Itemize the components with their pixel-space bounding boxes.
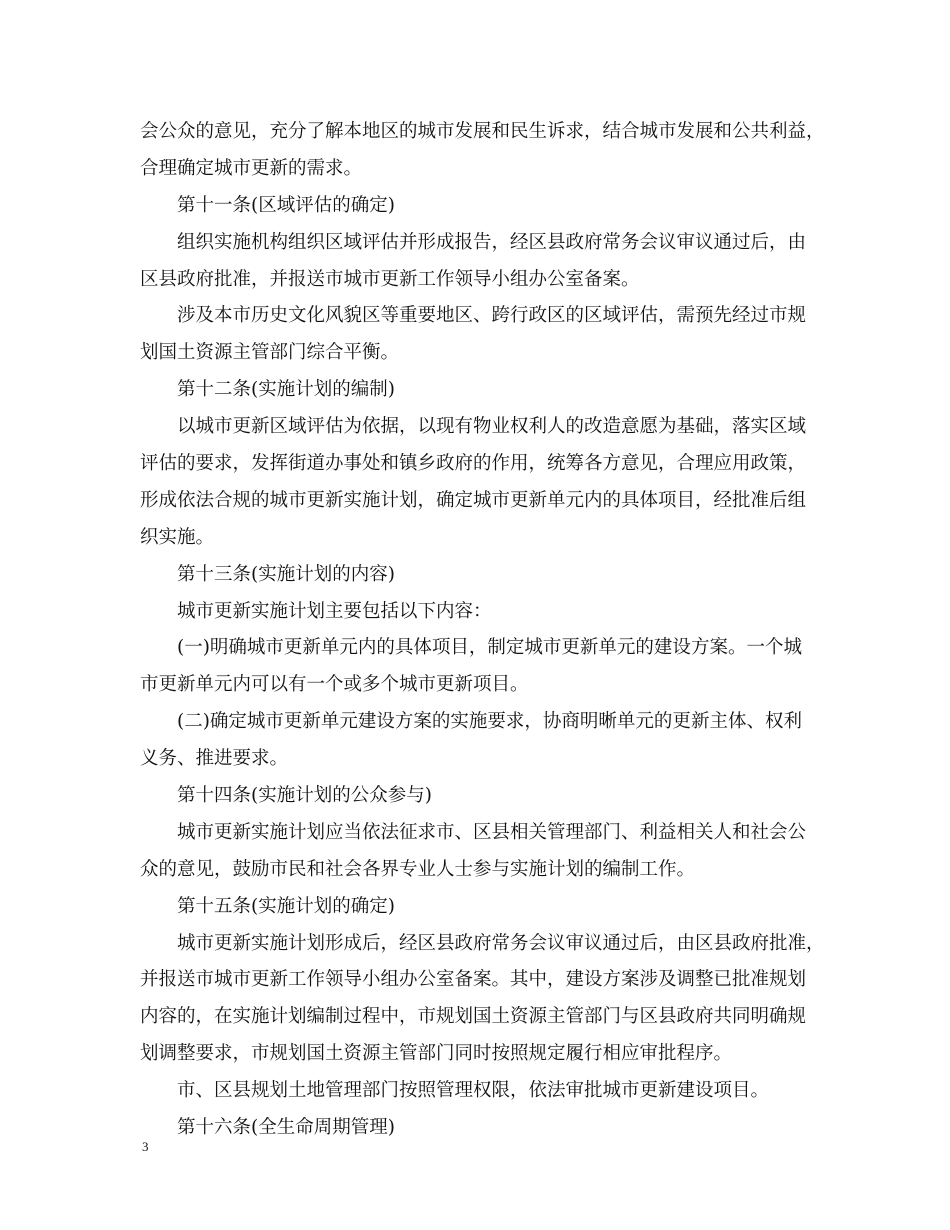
text-line: 划国土资源主管部门综合平衡。 bbox=[140, 342, 400, 364]
text-line: 划调整要求，市规划国土资源主管部门同时按照规定履行相应审批程序。 bbox=[140, 1043, 733, 1065]
text-line: 城市更新实施计划主要包括以下内容： bbox=[177, 600, 492, 622]
text-line: 第十六条(全生命周期管理) bbox=[177, 1117, 395, 1139]
text-line: 并报送市城市更新工作领导小组办公室备案。其中，建设方案涉及调整已批准规划 bbox=[140, 969, 807, 991]
text-line: 第十一条(区域评估的确定) bbox=[177, 194, 395, 216]
text-line: (二)确定城市更新单元建设方案的实施要求，协商明晰单元的更新主体、权利 bbox=[177, 711, 802, 733]
text-line: 第十二条(实施计划的编制) bbox=[177, 379, 395, 401]
text-line: 众的意见，鼓励市民和社会各界专业人士参与实施计划的编制工作。 bbox=[140, 858, 696, 880]
text-line: 合理确定城市更新的需求。 bbox=[140, 157, 363, 179]
document-body bbox=[140, 114, 840, 1147]
text-line: 形成依法合规的城市更新实施计划，确定城市更新单元内的具体项目，经批准后组 bbox=[140, 489, 807, 511]
text-line: 组织实施机构组织区域评估并形成报告，经区县政府常务会议审议通过后，由 bbox=[177, 231, 807, 253]
text-line: 第十五条(实施计划的确定) bbox=[177, 895, 395, 917]
text-line: 城市更新实施计划应当依法征求市、区县相关管理部门、利益相关人和社会公 bbox=[177, 821, 807, 843]
page-number: 3 bbox=[142, 1139, 149, 1154]
text-line: 义务、推进要求。 bbox=[140, 748, 289, 770]
text-line: 市、区县规划土地管理部门按照管理权限，依法审批城市更新建设项目。 bbox=[177, 1080, 770, 1102]
text-line: 以城市更新区域评估为依据，以现有物业权利人的改造意愿为基础，落实区域 bbox=[177, 416, 807, 438]
text-line: 第十四条(实施计划的公众参与) bbox=[177, 785, 432, 807]
text-line: 第十三条(实施计划的内容) bbox=[177, 563, 395, 585]
text-line: 区县政府批准，并报送市城市更新工作领导小组办公室备案。 bbox=[140, 268, 640, 290]
text-line: 市更新单元内可以有一个或多个城市更新项目。 bbox=[140, 674, 529, 696]
text-line: 城市更新实施计划形成后，经区县政府常务会议审议通过后，由区县政府批准， bbox=[177, 932, 825, 954]
text-line: 评估的要求，发挥街道办事处和镇乡政府的作用，统筹各方意见，合理应用政策， bbox=[140, 453, 807, 475]
text-line: 会公众的意见，充分了解本地区的城市发展和民生诉求，结合城市发展和公共利益， bbox=[140, 121, 825, 142]
text-line: (一)明确城市更新单元内的具体项目，制定城市更新单元的建设方案。一个城 bbox=[177, 637, 802, 659]
text-line: 涉及本市历史文化风貌区等重要地区、跨行政区的区域评估，需预先经过市规 bbox=[177, 305, 807, 327]
text-line: 内容的，在实施计划编制过程中，市规划国土资源主管部门与区县政府共同明确规 bbox=[140, 1006, 807, 1028]
text-line: 织实施。 bbox=[140, 526, 215, 548]
